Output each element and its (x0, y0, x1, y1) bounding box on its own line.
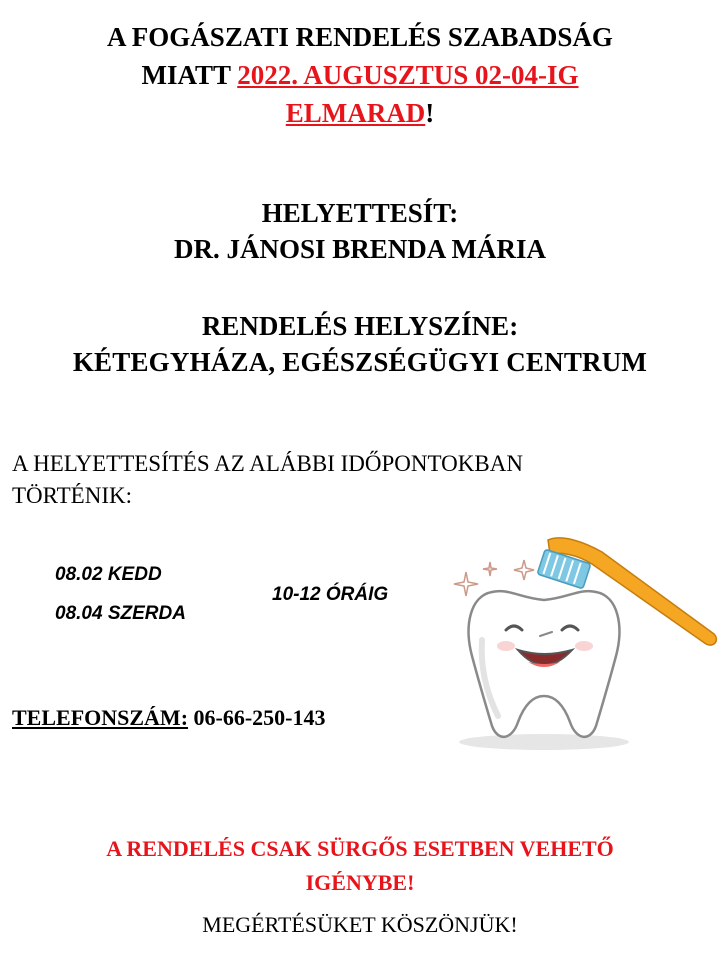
phone-label: TELEFONSZÁM: (12, 705, 189, 730)
heading-line-2 (0, 56, 720, 94)
intro-line-2: TÖRTÉNIK: (12, 483, 132, 508)
heading-line-1-text: A FOGÁSZATI RENDELÉS SZABADSÁG (107, 22, 613, 52)
location-label: RENDELÉS HELYSZÍNE: (201, 311, 519, 341)
phone-line (12, 705, 326, 731)
warning-line-2: IGÉNYBE! (305, 870, 415, 895)
smiling-tooth-with-toothbrush-icon (452, 530, 720, 760)
warning-line-1: A RENDELÉS CSAK SÜRGŐS ESETBEN VEHETŐ (106, 836, 614, 861)
heading-cancelled: ELMARAD (285, 98, 426, 128)
substitute-label: HELYETTESÍT: (261, 198, 459, 228)
intro-line-1: A HELYETTESÍTÉS AZ ALÁBBI IDŐPONTOKBAN (12, 451, 523, 476)
tooth-shadow (459, 734, 629, 750)
location-place: KÉTEGYHÁZA, EGÉSZSÉGÜGYI CENTRUM (72, 347, 648, 377)
heading-line-1 (0, 18, 720, 56)
heading-exclamation: ! (425, 98, 435, 128)
heading-date-range: 2022. AUGUSZTUS 02-04-IG (237, 60, 579, 90)
thanks-text: MEGÉRTÉSÜKET KÖSZÖNJÜK! (202, 912, 518, 937)
schedule-date-1: 08.02 KEDD (55, 564, 162, 585)
schedule-date-2: 08.04 SZERDA (55, 603, 186, 624)
schedule-hours: 10-12 ÓRÁIG (272, 584, 389, 605)
intro-text (12, 448, 523, 512)
heading-line-3 (0, 94, 720, 132)
heading-line-2-prefix: MIATT (141, 60, 238, 90)
substitute-name: DR. JÁNOSI BRENDA MÁRIA (173, 234, 547, 264)
phone-number: 06-66-250-143 (193, 705, 326, 730)
